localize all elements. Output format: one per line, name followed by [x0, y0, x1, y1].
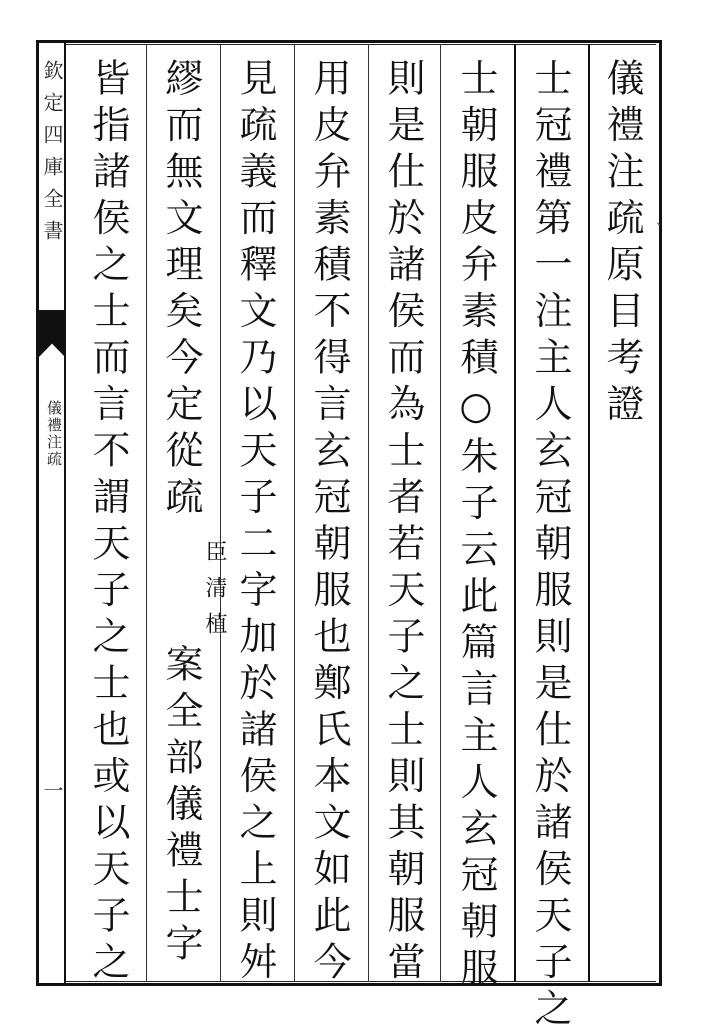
text-column: 皆指諸侯之士而言不謂天子之士也或以天子之 — [86, 58, 130, 988]
author-note: 臣清植 — [202, 540, 227, 648]
text-column: 士朝服皮弁素積○朱子云此篇言主人玄冠朝服 — [454, 58, 498, 994]
text-column: 案全部儀禮士字 — [159, 644, 203, 970]
column-rule — [146, 44, 147, 982]
text-column: 用皮弁素積不得言玄冠朝服也鄭氏本文如此今 — [307, 58, 351, 988]
column-rule — [368, 44, 369, 982]
column-rule — [440, 44, 441, 982]
text-column: 繆而無文理矣今定從疏 — [159, 58, 203, 523]
text-column: 見疏義而釋文乃以天子二字加於諸侯之上則舛 — [233, 58, 277, 988]
spine-book-title: 儀禮注疏 — [45, 400, 63, 468]
column-rule — [588, 44, 590, 982]
column-rule — [220, 44, 221, 982]
spine-collection-title: 欽定四庫全書 — [40, 60, 64, 252]
heading-column: 儀禮注疏原目考證 — [600, 58, 644, 430]
text-column: 則是仕於諸侯而為士者若天子之士則其朝服當 — [381, 58, 425, 988]
edge-mark: 、 — [656, 213, 670, 229]
column-rule — [294, 44, 295, 982]
spine-page-number: 一 — [40, 780, 64, 800]
text-column: 士冠禮第一注主人玄冠朝服則是仕於諸侯天子之 — [528, 58, 572, 1035]
column-rule — [514, 44, 516, 982]
